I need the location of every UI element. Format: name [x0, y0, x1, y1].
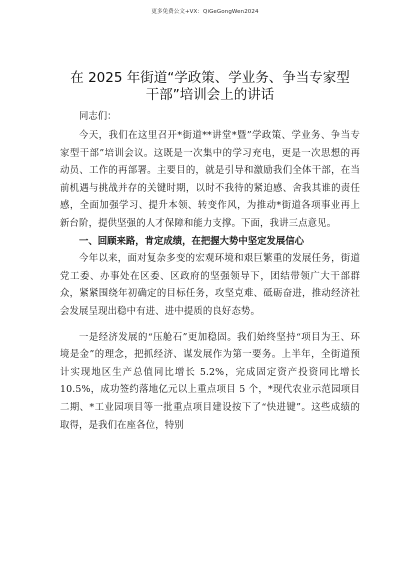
title-line-2: 干部”培训会上的讲话 — [145, 87, 275, 103]
paragraph-opening: 今天，我们在这里召开*街道**讲堂*暨”学政策、学业务、争当专家型干部”培训会议。这既是一次集中的学习充电，更是一次思想的再动员、工作的再部署。主要目的，就是引导和激励我们全体干部，在当前机遇与挑战并存的关键时期，以时不我待的紧迫感、舍我其谁的责任感，全面加强学习、提升本领、转变作风，为推动*街道各项事业再上新台阶，提供坚强的人才保障和能力支撑。下面，我讲三点意见。 — [60, 130, 360, 229]
header-note: 更多免费公文+VX：QiGeGongWen2024 — [151, 9, 259, 15]
section-heading-1: 一、回顾来路，肯定成绩，在把握大势中坚定发展信心 — [79, 235, 305, 247]
document-title — [60, 70, 360, 104]
paragraph-review: 今年以来，面对复杂多变的宏观环境和艰巨繁重的发展任务，街道党工委、办事处在区委、区政府的坚强领导下，团结带领广大干部群众，紧紧围绕年初确定的目标任务，攻坚克难、砥砺奋进，推动经济社会发展呈现出稳中有进、进中提质的良好态势。 — [60, 253, 360, 317]
title-line-1: 在 2025 年街道“学政策、学业务、争当专家型 — [70, 70, 350, 86]
document-page — [60, 70, 360, 434]
salutation: 同志们： — [79, 111, 117, 122]
paragraph-economy: 一是经济发展的“压舱石”更加稳固。我们始终坚持“项目为王、环境是金”的理念，把抓经济、谋发展作为第一要务。上半年，全街道预计实现地区生产总值同比增长 5.2%，完成固定资产投资同比增长 10.5%，成功签约落地亿元以上重点项目 5 个，*现代农业示范园项目二期、*工业园项目等一批重点项目建设按下了“快进键”。这些成绩的取得，是我们在座各位，特别 — [60, 331, 360, 431]
